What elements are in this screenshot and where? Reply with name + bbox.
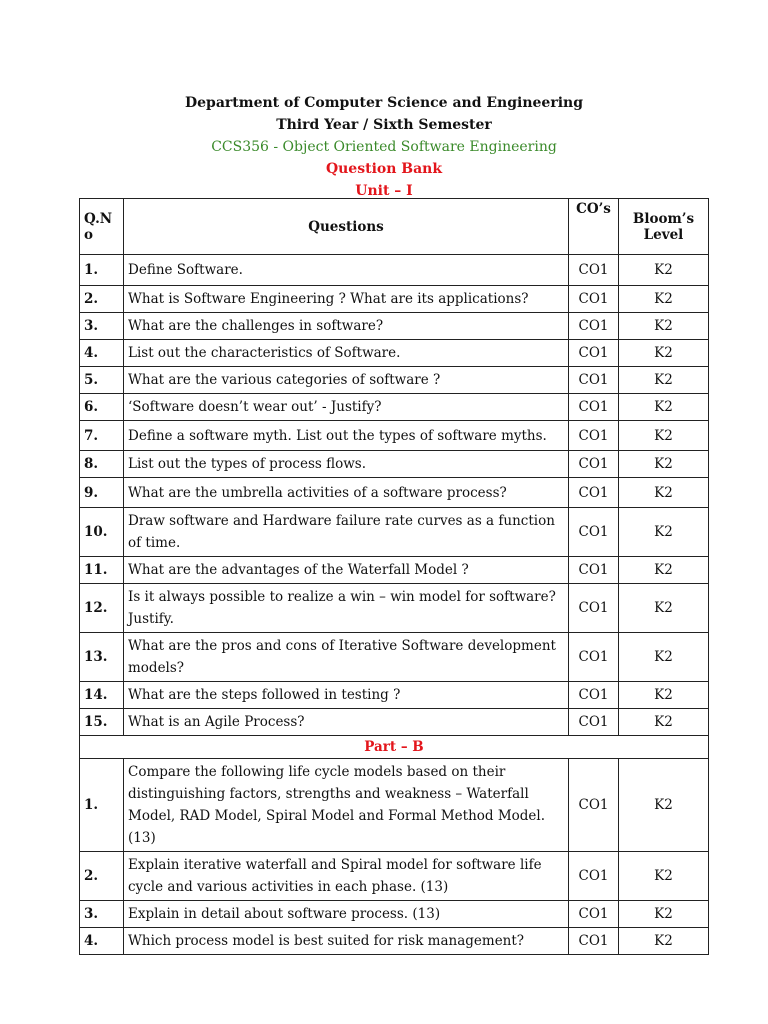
table-row: [80, 682, 709, 709]
question-number: 1.: [80, 255, 124, 286]
unit-title: Unit – I: [355, 183, 413, 199]
blooms-level: K2: [619, 557, 709, 584]
part-a-body: [80, 255, 709, 736]
course-outcome: CO1: [569, 682, 619, 709]
course-title: CCS356 - Object Oriented Software Engineering: [211, 139, 557, 155]
table-row: [80, 928, 709, 955]
blooms-level: K2: [619, 255, 709, 286]
question-text: List out the characteristics of Software.: [124, 340, 569, 367]
table-row: [80, 394, 709, 421]
question-table: [79, 198, 709, 955]
course-outcome: CO1: [569, 340, 619, 367]
table-row: [80, 759, 709, 852]
table-row: [80, 255, 709, 286]
blooms-level: K2: [619, 584, 709, 633]
question-text: What is an Agile Process?: [124, 709, 569, 736]
document-title: Question Bank: [325, 161, 443, 177]
question-number: 11.: [80, 557, 124, 584]
question-number: 14.: [80, 682, 124, 709]
table-header-row: [80, 199, 709, 255]
question-text: What are the challenges in software?: [124, 313, 569, 340]
question-text: Explain in detail about software process. (13): [124, 901, 569, 928]
blooms-level: K2: [619, 421, 709, 451]
course-outcome: CO1: [569, 557, 619, 584]
course-outcome: CO1: [569, 255, 619, 286]
blooms-level: K2: [619, 451, 709, 478]
blooms-level: K2: [619, 367, 709, 394]
course-outcome: CO1: [569, 508, 619, 557]
question-number: 10.: [80, 508, 124, 557]
department-title: Department of Computer Science and Engineering: [185, 95, 583, 111]
document-header: [0, 92, 768, 202]
course-outcome: CO1: [569, 584, 619, 633]
course-outcome: CO1: [569, 421, 619, 451]
question-number: 6.: [80, 394, 124, 421]
year-semester: Third Year / Sixth Semester: [276, 117, 492, 133]
question-text: Compare the following life cycle models based on their distinguishing factors, strengths and weakness – Waterfall Model, RAD Model, Spiral Model and Formal Method Model. (13): [124, 759, 569, 852]
question-number: 13.: [80, 633, 124, 682]
table-row: [80, 367, 709, 394]
course-outcome: CO1: [569, 394, 619, 421]
col-header-cos: CO’s: [569, 199, 619, 255]
part-b-row: [80, 736, 709, 759]
course-outcome: CO1: [569, 478, 619, 508]
question-text: What is Software Engineering ? What are its applications?: [124, 286, 569, 313]
table-row: [80, 901, 709, 928]
part-b-label: Part – B: [80, 736, 709, 759]
question-number: 2.: [80, 852, 124, 901]
part-b-body: [80, 759, 709, 955]
col-header-questions: Questions: [124, 199, 569, 255]
question-text: Define a software myth. List out the types of software myths.: [124, 421, 569, 451]
blooms-level: K2: [619, 852, 709, 901]
course-outcome: CO1: [569, 759, 619, 852]
blooms-level: K2: [619, 759, 709, 852]
table-row: [80, 584, 709, 633]
question-text: Define Software.: [124, 255, 569, 286]
question-number: 15.: [80, 709, 124, 736]
question-text: Draw software and Hardware failure rate curves as a function of time.: [124, 508, 569, 557]
question-number: 1.: [80, 759, 124, 852]
col-header-blooms-level: Bloom’s Level: [619, 199, 709, 255]
table-row: [80, 508, 709, 557]
table-row: [80, 557, 709, 584]
question-number: 12.: [80, 584, 124, 633]
question-number: 7.: [80, 421, 124, 451]
part-b-header-body: [80, 736, 709, 759]
question-text: What are the steps followed in testing ?: [124, 682, 569, 709]
course-outcome: CO1: [569, 901, 619, 928]
table-row: [80, 478, 709, 508]
course-outcome: CO1: [569, 852, 619, 901]
course-outcome: CO1: [569, 367, 619, 394]
course-outcome: CO1: [569, 286, 619, 313]
course-outcome: CO1: [569, 451, 619, 478]
question-number: 8.: [80, 451, 124, 478]
question-text: Which process model is best suited for risk management?: [124, 928, 569, 955]
question-number: 2.: [80, 286, 124, 313]
question-number: 5.: [80, 367, 124, 394]
blooms-level: K2: [619, 901, 709, 928]
blooms-level: K2: [619, 508, 709, 557]
blooms-level: K2: [619, 340, 709, 367]
blooms-level: K2: [619, 394, 709, 421]
question-number: 3.: [80, 901, 124, 928]
blooms-level: K2: [619, 313, 709, 340]
table-row: [80, 421, 709, 451]
question-text: ‘Software doesn’t wear out’ - Justify?: [124, 394, 569, 421]
table-row: [80, 313, 709, 340]
table-row: [80, 451, 709, 478]
course-outcome: CO1: [569, 633, 619, 682]
blooms-level: K2: [619, 286, 709, 313]
question-text: Is it always possible to realize a win – win model for software? Justify.: [124, 584, 569, 633]
blooms-level: K2: [619, 478, 709, 508]
blooms-level: K2: [619, 928, 709, 955]
question-number: 4.: [80, 340, 124, 367]
question-number: 4.: [80, 928, 124, 955]
blooms-level: K2: [619, 682, 709, 709]
question-text: Explain iterative waterfall and Spiral model for software life cycle and various activities in each phase. (13): [124, 852, 569, 901]
question-number: 9.: [80, 478, 124, 508]
table-row: [80, 286, 709, 313]
col-header-qno: Q.N o: [80, 199, 124, 255]
question-text: What are the advantages of the Waterfall Model ?: [124, 557, 569, 584]
question-text: What are the various categories of software ?: [124, 367, 569, 394]
table-row: [80, 340, 709, 367]
table-row: [80, 709, 709, 736]
question-text: What are the pros and cons of Iterative Software development models?: [124, 633, 569, 682]
table-row: [80, 852, 709, 901]
question-text: List out the types of process flows.: [124, 451, 569, 478]
course-outcome: CO1: [569, 709, 619, 736]
question-text: What are the umbrella activities of a software process?: [124, 478, 569, 508]
blooms-level: K2: [619, 709, 709, 736]
question-number: 3.: [80, 313, 124, 340]
blooms-level: K2: [619, 633, 709, 682]
table-row: [80, 633, 709, 682]
course-outcome: CO1: [569, 928, 619, 955]
course-outcome: CO1: [569, 313, 619, 340]
